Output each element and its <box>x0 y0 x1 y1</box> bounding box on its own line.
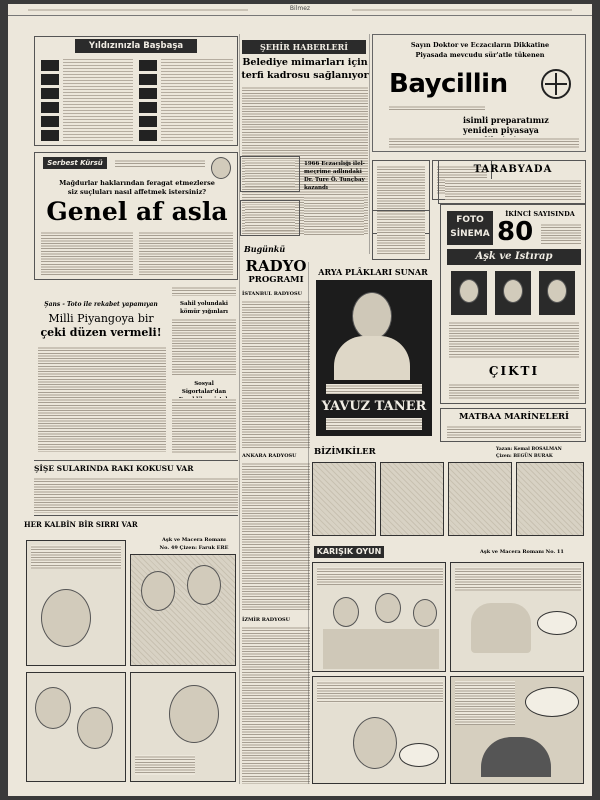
notice-box-1 <box>240 156 300 192</box>
radio-ankara: ANKARA RADYOSU <box>242 453 297 459</box>
karisik-panel-3 <box>312 676 446 784</box>
tarabya-title: TARABYADA <box>473 164 553 175</box>
author-portrait <box>211 157 231 179</box>
free-tribune-headline: Genel af asla <box>46 197 228 226</box>
karisik-panel-2 <box>450 562 584 672</box>
page-label: Bilmez <box>289 5 311 12</box>
bizimkiler-panel-3 <box>448 462 512 536</box>
foto-sinema-issue-num: 80 <box>497 217 534 247</box>
tarabya-ad <box>438 160 586 204</box>
pharmacy-note <box>302 156 366 238</box>
newspaper-page <box>8 4 592 796</box>
baycillin-ad <box>372 34 586 152</box>
lottery-kicker: Şans - Toto ile rekabet yapamıyan <box>44 301 158 308</box>
radio-title-2: PROGRAMI <box>248 275 304 285</box>
karisik-series: Aşk ve Macera Romanı No. 11 <box>480 549 564 555</box>
free-tribune-box <box>34 152 238 280</box>
city-news-headline-1: Belediye mimarları için <box>242 57 368 68</box>
arya-ad <box>310 266 436 438</box>
bizimkiler-panel-1 <box>312 462 376 536</box>
comic-kalp-series-2: No. 49 Çizen: Faruk ERE <box>159 545 229 551</box>
radio-title-1: RADYO <box>245 257 307 275</box>
free-tribune-label: Serbest Kürsü <box>43 157 107 169</box>
radio-izmir-list <box>242 626 310 784</box>
arya-artist: YAVUZ TANER <box>321 399 427 414</box>
side-notes <box>170 286 238 456</box>
comic-karisik-oyun <box>310 544 586 788</box>
bizimkiler-credit-1: Yazan: Kemal BOSALMAN <box>496 447 562 452</box>
raki-article <box>34 460 238 516</box>
marinelas-ad <box>440 408 586 442</box>
radio-kicker: Bugünkü <box>244 244 286 254</box>
bizimkiler-title: BİZİMKİLER <box>314 447 376 457</box>
arya-photo <box>316 280 432 436</box>
comic-her-kalbin <box>20 518 240 786</box>
small-ad-2 <box>372 210 430 260</box>
zodiac-icons-right <box>139 57 157 143</box>
radio-istanbul: İSTANBUL RADYOSU <box>242 291 302 297</box>
comic-bizimkiler <box>310 444 586 542</box>
free-tribune-intro-1: Mağdurlar haklarından feragat etmezlerse <box>59 179 215 187</box>
city-news-section: ŞEHİR HABERLERİ <box>242 40 366 54</box>
radio-ankara-list <box>242 462 310 612</box>
comic-kalp-title: HER KALBİN BİR SIRRI VAR <box>24 520 138 529</box>
comic-kalp-series-1: Aşk ve Macera Romanı <box>162 537 226 543</box>
lottery-headline-2: çeki düzen vermeli! <box>40 326 162 339</box>
side-note-1: Sahil yolundaki kömür yığınları <box>180 301 228 315</box>
pharmacy-title-3: Dr. Ture Ö. Tunçbay <box>304 177 365 183</box>
comic-panel-2 <box>130 554 236 666</box>
baycillin-tagline-1: isimli preparatımız <box>463 115 549 125</box>
bizimkiler-panel-4 <box>516 462 584 536</box>
bizimkiler-panel-2 <box>380 462 444 536</box>
bizimkiler-credit-2: Çizen: BEGÜN BURAK <box>496 454 553 459</box>
bayer-cross-icon <box>541 69 571 99</box>
baycillin-lead-2: Piyasada mevcudu sür'atle tükenen <box>415 51 545 59</box>
pharmacy-title-2: meçrime adlındaki <box>304 169 362 175</box>
radio-izmir: İZMİR RADYOSU <box>242 617 291 623</box>
city-news-headline-2: terfi kadrosu sağlanıyor <box>241 70 369 81</box>
radio-header <box>240 242 312 258</box>
pharmacy-title-1: 1966 Eczacılığı ilel- <box>304 161 365 167</box>
masthead-strip <box>8 4 592 16</box>
comic-panel-4 <box>130 672 236 782</box>
baycillin-brand: Baycillin <box>389 69 508 99</box>
horoscope-box <box>34 36 238 146</box>
pharmacy-title-4: kazandı <box>304 185 328 191</box>
lottery-headline-1: Milli Piyangoya bir <box>48 312 154 325</box>
comic-panel-1 <box>26 540 126 666</box>
foto-sinema-brand-2: SİNEMA <box>450 229 490 239</box>
radio-istanbul-list <box>242 300 310 450</box>
karisik-panel-4 <box>450 676 584 784</box>
foto-sinema-logo <box>447 211 493 245</box>
zodiac-icons-left <box>41 57 59 143</box>
foto-sinema-ad <box>440 204 586 404</box>
side-note-2: Sosyal Sigortalar'dan <box>181 381 227 395</box>
foto-sinema-film: Aşk ve Istırap <box>447 249 581 265</box>
karisik-panel-1 <box>312 562 446 672</box>
foto-sinema-brand-1: FOTO <box>456 215 484 225</box>
notice-box-2 <box>240 200 300 236</box>
arya-banner: ARYA PLÂKLARI SUNAR <box>318 267 428 277</box>
marinelas-title: MATBAA MARİNELERİ <box>459 412 569 422</box>
baycillin-lead-1: Sayın Doktor ve Eczacıların Dikkatine <box>410 41 550 49</box>
lottery-article <box>34 286 168 456</box>
film-photo-3 <box>539 271 575 315</box>
foto-sinema-issue-label: İKİNCİ SAYISINDA <box>505 210 575 218</box>
raki-headline: ŞİŞE SULARINDA RAKI KOKUSU VAR <box>34 464 194 473</box>
horoscope-title: Yıldızınızla Başbaşa <box>75 39 197 53</box>
baycillin-tagline-2: yeniden piyasaya <box>463 125 539 135</box>
foto-sinema-out: ÇIKTI <box>488 364 540 378</box>
comic-panel-3 <box>26 672 126 782</box>
free-tribune-intro-2: siz suçluları nasıl affetmek istersiniz? <box>67 188 207 196</box>
karisik-title: KARIŞIK OYUN <box>314 546 384 558</box>
film-photo-2 <box>495 271 531 315</box>
film-photo-1 <box>451 271 487 315</box>
